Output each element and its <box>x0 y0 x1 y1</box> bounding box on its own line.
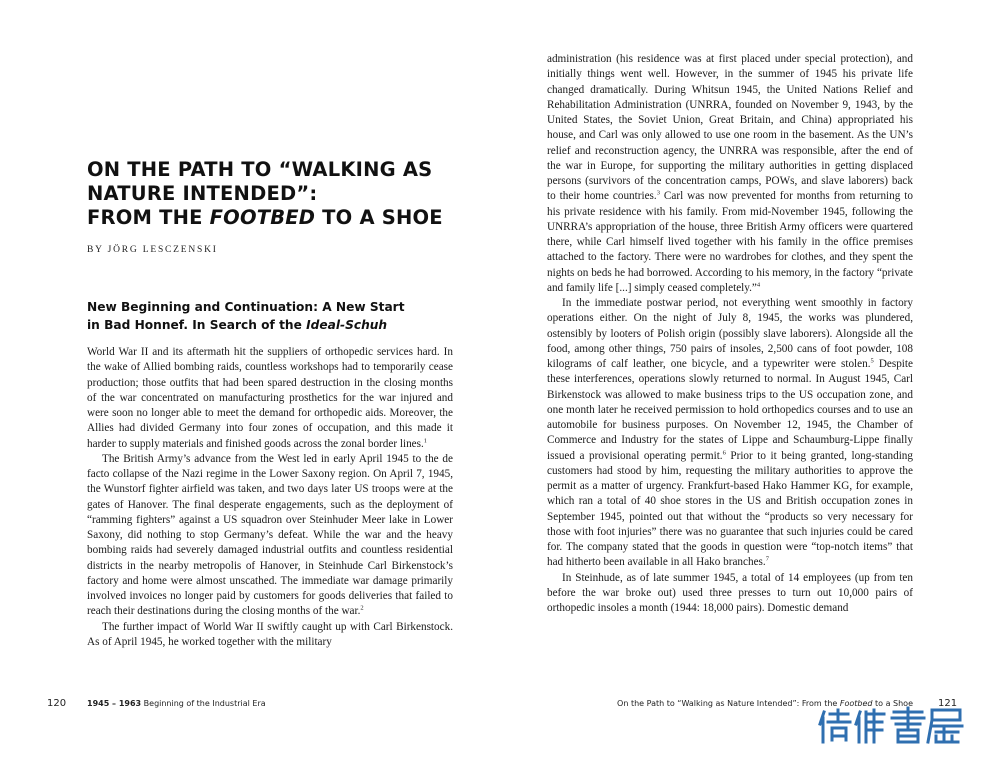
chapter-title-line-3: FROM THE FOOTBED TO A SHOE <box>87 206 443 229</box>
footnote-marker: 5 <box>870 357 874 365</box>
footnote-marker: 7 <box>765 555 769 563</box>
footnote-marker: 2 <box>360 604 364 612</box>
footnote-marker: 6 <box>722 448 726 456</box>
footnote-marker: 1 <box>423 436 428 444</box>
author-byline: BY JÖRG LESCZENSKI <box>87 245 218 255</box>
chapter-title <box>87 158 447 230</box>
left-page-body <box>87 345 453 650</box>
section-heading-line-2: in Bad Honnef. In Search of the Ideal-Schuh <box>87 318 388 332</box>
paragraph: In the immediate postwar period, not everything went smoothly in factory operations either. On the night of July 8, 1945, the works was plundered, ostensibly by looters of Polish origin (possibly slave laborers). Alongside all the food, among other things, 750 pairs of insoles, 2,500 cans of foot powder, 108 kilograms of calf leather, one bicycle, and a typewriter were stolen.$^5$ Despite these interferences, operations slowly returned to normal. In August 1945, Carl Birkenstock was allowed to make business trips to the US occupation zone, and one month later he received permission to hold orthopedics courses and to use an automobile for business purposes. On November 12, 1945, the Chamber of Commerce and Industry for the states of Lippe and Schaumburg-Lippe finally issued a provisional operating permit.$^6$ Prior to it being granted, long-standing customers had stood by him, requesting the military authorities to approve the permit as a matter of urgency. Frankfurt-based Hako Hammer KG, for example, which ran a total of 40 shoe stores in the US and British occupation zones in September 1945, pointed out that without the “products so very necessary for those with foot injuries” there was no guarantee that such injuries could be cared for. The company stated that the goods in question were “top-notch items” that had hitherto been available in all Hako branches.$^7$ <box>547 297 913 569</box>
paragraph: In Steinhude, as of late summer 1945, a total of 14 employees (up from ten before the war broke out) used three presses to turn out 10,000 pairs of orthopedic insoles a month (1944: 18,000 pairs). Domestic demand <box>547 571 913 614</box>
paragraph: administration (his residence was at first placed under special protection), and initially things went well. However, in the summer of 1945 his private life changed dramatically. During Whitsun 1945, the United Nations Relief and Rehabilitation Administration (UNRRA, founded on November 9, 1943, by the United States, the Soviet Union, Great Britain, and China) appropriated his house, and Carl was only allowed to use one room in the basement. As the UN’s relief and reconstruction agency, the UNRRA was responsible, after the end of the war in Europe, for supporting the military authorities in getting displaced persons (survivors of the concentration camps, POWs, and slave laborers) back to their home countries.$^3$ Carl was now prevented for months from returning to his private residence with his family. From mid-November 1945, following the UNRRA’s appropriation of the house, three British Army officers were quartered there, while Carl himself lived together with his family in the office premises attached to the factory. There were no wardrobes for clothes, and they spent the nights on beds he had borrowed. According to his memory, in the factory “private and family life [...] simply ceased completely.”$^4$ <box>547 53 913 294</box>
chapter-title-line-2: NATURE INTENDED”: <box>87 182 318 205</box>
section-heading-line-1: New Beginning and Continuation: A New Start <box>87 300 405 314</box>
paragraph: World War II and its aftermath hit the suppliers of orthopedic services hard. In the wake of Allied bombing raids, countless workshops had to temporarily cease production; those outfits that had been spared destruction in the closing months of the war concentrated on manufacturing prosthetics for the war injured and were soon no longer able to meet the demand for orthopedic aids. Moreover, the Allies had divided Germany into four zones of occupation, and this made it harder to supply materials and finished goods across the zonal border lines.$^1$ <box>87 346 453 450</box>
paragraph: The British Army’s advance from the West led in early April 1945 to the de facto collapse of the Nazi regime in the Lower Saxony region. On April 7, 1945, the Wunstorf fighter airfield was taken, and two days later US troops were at the gates of Hanover. The final desperate engagements, such as the deployment of “ramming fighters” against a US squadron over Steinhuder Meer lake in Lower Saxony, did nothing to stop Germany’s defeat. While the war and the heavy bombing raids had severely damaged industrial outfits and countless residential districts in the nearby metropolis of Hanover, in Steinhude Carl Birkenstock’s factory and home were almost unscathed. The immediate war damage primarily involved invoices no longer paid by customers for goods deliveries that failed to reach their destinations during the closing months of the war.$^2$ <box>87 452 453 618</box>
section-heading-emphasis: Ideal-Schuh <box>306 318 388 332</box>
right-running-footer: On the Path to “Walking as Nature Intended”: From the Footbed to a Shoe <box>617 699 913 708</box>
chapter-title-emphasis: FOOTBED <box>209 206 316 229</box>
left-running-footer: 1945 – 1963 Beginning of the Industrial Era <box>87 699 266 708</box>
paragraph: The further impact of World War II swiftly caught up with Carl Birkenstock. As of April 1945, he worked together with the military <box>87 620 453 648</box>
left-page-number: 120 <box>47 698 67 709</box>
right-page-number: 121 <box>938 698 958 709</box>
chapter-title-line-1: ON THE PATH TO “WALKING AS <box>87 158 433 181</box>
right-page-body <box>547 52 913 616</box>
watermark-logo <box>818 706 968 746</box>
footnote-marker: 3 <box>656 189 660 197</box>
section-heading <box>87 298 447 334</box>
footnote-marker: 4 <box>756 281 761 289</box>
